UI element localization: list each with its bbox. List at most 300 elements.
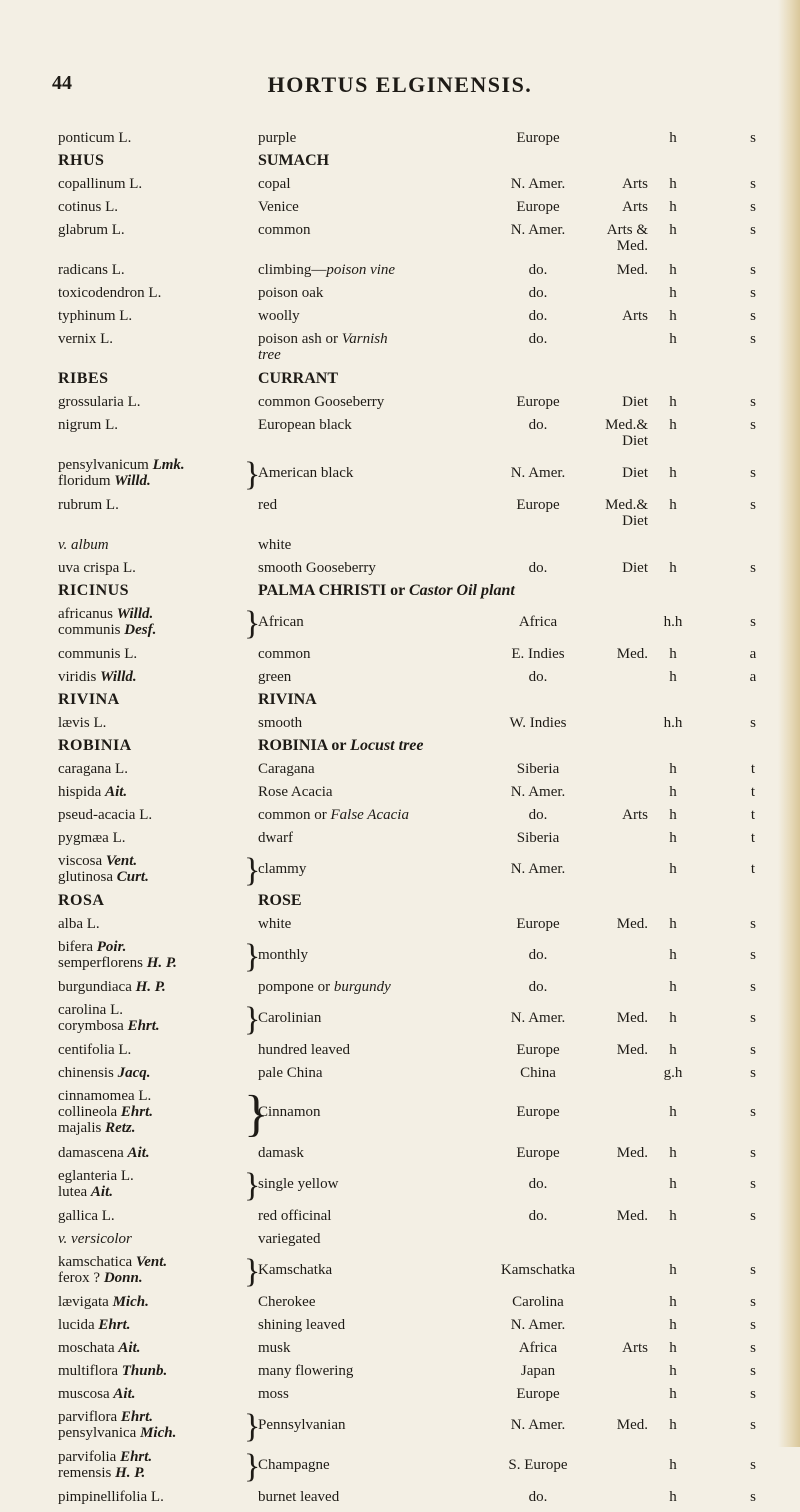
genus-latin: RIVINA [58, 691, 120, 708]
species-row [58, 308, 798, 331]
plant-use: Med. [616, 646, 648, 662]
latin-name: alba L. [58, 916, 100, 932]
latin-name: gallica L. [58, 1208, 115, 1224]
genus-english: ROBINIA or Locust tree [258, 737, 424, 754]
latin-name: viridis Willd. [58, 669, 137, 685]
native-country: Europe [516, 130, 560, 146]
habit: h [669, 1262, 677, 1278]
habit: h [669, 861, 677, 877]
latin-name: chinensis Jacq. [58, 1065, 151, 1081]
habit: h [669, 331, 677, 347]
latin-name: damascena Ait. [58, 1145, 150, 1161]
latin-name: cotinus L. [58, 199, 119, 215]
habit: h [669, 560, 677, 576]
habit: h [669, 1145, 677, 1161]
habit: h [669, 1363, 677, 1379]
plant-use: Med. [616, 1417, 648, 1433]
habit: h [669, 784, 677, 800]
latin-name: hispida Ait. [58, 784, 128, 800]
common-name: Venice [258, 199, 299, 215]
habit: h [669, 308, 677, 324]
latin-name: eglanteria L. lutea Ait. [58, 1168, 134, 1200]
brace-icon: } [244, 852, 261, 889]
brace-icon: } [244, 456, 261, 493]
common-name: burnet leaved [258, 1489, 340, 1505]
habit: h [669, 1340, 677, 1356]
habit: h [669, 394, 677, 410]
native-country: do. [528, 308, 548, 324]
genus-latin: RIBES [58, 370, 109, 387]
species-row [58, 1363, 798, 1386]
soil: s [750, 1340, 756, 1356]
native-country: China [520, 1065, 556, 1081]
habit: h.h [663, 715, 683, 731]
habit: h [669, 1417, 677, 1433]
common-name: moss [258, 1386, 289, 1402]
running-title: HORTUS ELGINENSIS. [267, 72, 533, 97]
latin-name: parviflora Ehrt. pensylvanica Mich. [58, 1409, 177, 1441]
native-country: N. Amer. [510, 1417, 566, 1433]
native-country: Carolina [512, 1294, 564, 1310]
genus-row [58, 371, 798, 394]
species-row [58, 285, 798, 308]
native-country: Europe [516, 1104, 560, 1120]
plant-use: Med.& Diet [605, 417, 648, 449]
common-name: clammy [258, 861, 307, 877]
latin-name: copallinum L. [58, 176, 143, 192]
species-row [58, 222, 798, 262]
soil: s [750, 1386, 756, 1402]
latin-name: pimpinellifolia L. [58, 1489, 164, 1505]
habit: h [669, 669, 677, 685]
habit: h [669, 285, 677, 301]
soil: s [750, 1294, 756, 1310]
latin-name: multiflora Thunb. [58, 1363, 168, 1379]
soil: s [750, 285, 756, 301]
soil: s [750, 1042, 756, 1058]
native-country: do. [528, 1176, 548, 1192]
plant-use: Arts [622, 176, 648, 192]
common-name: Rose Acacia [258, 784, 333, 800]
plant-use: Arts [622, 807, 648, 823]
native-country: Europe [516, 199, 560, 215]
native-country: do. [528, 285, 548, 301]
species-row [58, 1065, 798, 1088]
common-name: white [258, 537, 292, 553]
common-name: green [258, 669, 292, 685]
plant-use: Arts [622, 199, 648, 215]
common-name: Pennsylvanian [258, 1417, 346, 1433]
common-name: dwarf [258, 830, 293, 846]
habit: h [669, 1104, 677, 1120]
common-name: single yellow [258, 1176, 339, 1192]
common-name: European black [258, 417, 352, 433]
habit: h [669, 1294, 677, 1310]
species-row [58, 262, 798, 285]
soil: s [750, 130, 756, 146]
habit: h [669, 646, 677, 662]
common-name: poison ash or Varnish tree [258, 331, 388, 363]
native-country: do. [528, 947, 548, 963]
soil: a [749, 646, 757, 662]
species-row [58, 1208, 798, 1231]
habit: h [669, 807, 677, 823]
common-name: common Gooseberry [258, 394, 385, 410]
habit: h [669, 222, 677, 238]
soil: s [750, 1262, 756, 1278]
latin-name: v. versicolor [58, 1231, 132, 1247]
habit: h [669, 761, 677, 777]
native-country: do. [528, 331, 548, 347]
native-country: do. [528, 560, 548, 576]
genus-latin: RICINUS [58, 582, 130, 599]
native-country: do. [528, 1208, 548, 1224]
common-name: poison oak [258, 285, 324, 301]
species-row [58, 1449, 798, 1489]
latin-name: toxicodendron L. [58, 285, 162, 301]
latin-name: grossularia L. [58, 394, 141, 410]
common-name: red [258, 497, 278, 513]
genus-latin: RHUS [58, 152, 105, 169]
common-name: climbing—poison vine [258, 262, 396, 278]
soil: s [750, 417, 756, 433]
soil: s [750, 1010, 756, 1026]
habit: h [669, 947, 677, 963]
species-row [58, 457, 798, 497]
soil: s [750, 465, 756, 481]
genus-latin: ROSA [58, 892, 105, 909]
habit: h [669, 1457, 677, 1473]
species-row [58, 130, 798, 153]
species-row [58, 715, 798, 738]
species-row [58, 916, 798, 939]
brace-icon: } [244, 1001, 261, 1038]
common-name: Caragana [258, 761, 315, 777]
species-row [58, 497, 798, 537]
common-name: Champagne [258, 1457, 330, 1473]
native-country: N. Amer. [510, 176, 566, 192]
habit: h [669, 262, 677, 278]
soil: t [750, 861, 756, 877]
plant-use: Med. [616, 1010, 648, 1026]
common-name: common [258, 222, 311, 238]
plant-use: Arts [622, 308, 648, 324]
habit: h [669, 130, 677, 146]
brace-icon: } [244, 1167, 261, 1204]
plant-use: Med. [616, 1145, 648, 1161]
soil: s [750, 1489, 756, 1505]
common-name: damask [258, 1145, 304, 1161]
species-row [58, 1386, 798, 1409]
species-row [58, 331, 798, 371]
native-country: do. [528, 669, 548, 685]
genus-english: RIVINA [258, 691, 317, 708]
common-name: white [258, 916, 292, 932]
latin-name: radicans L. [58, 262, 125, 278]
native-country: Europe [516, 497, 560, 513]
common-name: Cinnamon [258, 1104, 321, 1120]
latin-name: muscosa Ait. [58, 1386, 136, 1402]
species-row [58, 669, 798, 692]
plant-use: Diet [622, 465, 648, 481]
latin-name: carolina L. corymbosa Ehrt. [58, 1002, 160, 1034]
native-country: N. Amer. [510, 861, 566, 877]
species-row [58, 199, 798, 222]
species-row [58, 1002, 798, 1042]
habit: h [669, 1386, 677, 1402]
native-country: N. Amer. [510, 1317, 566, 1333]
genus-row [58, 153, 798, 176]
latin-name: typhinum L. [58, 308, 133, 324]
species-row [58, 537, 798, 560]
species-row [58, 394, 798, 417]
common-name: variegated [258, 1231, 321, 1247]
species-row [58, 807, 798, 830]
soil: s [750, 560, 756, 576]
species-row [58, 830, 798, 853]
native-country: Europe [516, 394, 560, 410]
page-number: 44 [52, 72, 72, 94]
species-row [58, 1409, 798, 1449]
plant-use: Diet [622, 560, 648, 576]
native-country: Europe [516, 1042, 560, 1058]
species-row [58, 1088, 798, 1145]
brace-icon: } [244, 1253, 261, 1290]
soil: s [750, 331, 756, 347]
species-row [58, 1489, 798, 1512]
latin-name: v. album [58, 537, 109, 553]
habit: h [669, 830, 677, 846]
species-row [58, 1254, 798, 1294]
soil: s [750, 1176, 756, 1192]
brace-icon: } [244, 1086, 269, 1142]
native-country: Kamschatka [500, 1262, 576, 1278]
common-name: monthly [258, 947, 309, 963]
common-name: woolly [258, 308, 300, 324]
latin-name: burgundiaca H. P. [58, 979, 166, 995]
latin-name: africanus Willd. communis Desf. [58, 606, 157, 638]
species-row [58, 1145, 798, 1168]
latin-name: pensylvanicum Lmk. floridum Willd. [58, 457, 185, 489]
soil: s [750, 394, 756, 410]
common-name: African [258, 614, 304, 630]
native-country: N. Amer. [510, 784, 566, 800]
plant-use: Med.& Diet [605, 497, 648, 529]
habit: h [669, 1010, 677, 1026]
native-country: Africa [518, 614, 558, 630]
soil: t [750, 784, 756, 800]
plant-use: Arts [622, 1340, 648, 1356]
species-row [58, 979, 798, 1002]
native-country: Europe [516, 916, 560, 932]
common-name: copal [258, 176, 291, 192]
latin-name: kamschatica Vent. ferox ? Donn. [58, 1254, 168, 1286]
latin-name: parvifolia Ehrt. remensis H. P. [58, 1449, 153, 1481]
soil: s [750, 199, 756, 215]
native-country: do. [528, 262, 548, 278]
soil: s [750, 497, 756, 513]
genus-english: ROSE [258, 892, 302, 909]
native-country: Europe [516, 1386, 560, 1402]
habit: h [669, 916, 677, 932]
latin-name: ponticum L. [58, 130, 132, 146]
brace-icon: } [244, 1408, 261, 1445]
latin-name: lævigata Mich. [58, 1294, 149, 1310]
habit: h [669, 176, 677, 192]
habit: h [669, 465, 677, 481]
native-country: do. [528, 979, 548, 995]
genus-english: PALMA CHRISTI or Castor Oil plant [258, 582, 515, 599]
soil: s [750, 947, 756, 963]
latin-name: lævis L. [58, 715, 107, 731]
species-row [58, 1340, 798, 1363]
native-country: Africa [518, 1340, 558, 1356]
latin-name: glabrum L. [58, 222, 125, 238]
species-row [58, 939, 798, 979]
soil: t [750, 807, 756, 823]
common-name: smooth Gooseberry [258, 560, 376, 576]
species-row [58, 853, 798, 893]
latin-name: nigrum L. [58, 417, 119, 433]
soil: s [750, 1208, 756, 1224]
habit: h [669, 979, 677, 995]
plant-use: Diet [622, 394, 648, 410]
native-country: Japan [520, 1363, 556, 1379]
species-row [58, 784, 798, 807]
latin-name: moschata Ait. [58, 1340, 141, 1356]
page-header [0, 72, 800, 112]
native-country: Europe [516, 1145, 560, 1161]
habit: h [669, 497, 677, 513]
common-name: many flowering [258, 1363, 354, 1379]
common-name: smooth [258, 715, 303, 731]
genus-row [58, 738, 798, 761]
soil: s [750, 308, 756, 324]
latin-name: pygmæa L. [58, 830, 126, 846]
plant-use: Med. [616, 262, 648, 278]
latin-name: cinnamomea L. collineola Ehrt. majalis Retz. [58, 1088, 154, 1136]
latin-name: centifolia L. [58, 1042, 132, 1058]
latin-name: lucida Ehrt. [58, 1317, 131, 1333]
habit: h [669, 1489, 677, 1505]
habit: g.h [663, 1065, 683, 1081]
latin-name: viscosa Vent. glutinosa Curt. [58, 853, 149, 885]
brace-icon: } [244, 1448, 261, 1485]
latin-name: bifera Poir. semperflorens H. P. [58, 939, 177, 971]
species-row [58, 417, 798, 457]
soil: s [750, 1457, 756, 1473]
habit: h [669, 1176, 677, 1192]
genus-english: SUMACH [258, 152, 330, 169]
soil: s [750, 979, 756, 995]
native-country: N. Amer. [510, 465, 566, 481]
plant-use: Med. [616, 1208, 648, 1224]
common-name: Carolinian [258, 1010, 322, 1026]
latin-name: pseud-acacia L. [58, 807, 153, 823]
brace-icon: } [244, 605, 261, 642]
species-row [58, 606, 798, 646]
latin-name: caragana L. [58, 761, 128, 777]
common-name: Kamschatka [258, 1262, 333, 1278]
common-name: purple [258, 130, 297, 146]
native-country: Siberia [516, 830, 560, 846]
native-country: do. [528, 417, 548, 433]
native-country: N. Amer. [510, 1010, 566, 1026]
soil: s [750, 715, 756, 731]
native-country: W. Indies [509, 715, 567, 731]
soil: s [750, 1363, 756, 1379]
genus-english: CURRANT [258, 370, 338, 387]
habit: h.h [663, 614, 683, 630]
brace-icon: } [244, 938, 261, 975]
common-name: common [258, 646, 311, 662]
species-row [58, 1231, 798, 1254]
common-name: American black [258, 465, 354, 481]
species-row [58, 560, 798, 583]
common-name: Cherokee [258, 1294, 316, 1310]
plant-use: Med. [616, 916, 648, 932]
soil: s [750, 614, 756, 630]
native-country: Siberia [516, 761, 560, 777]
common-name: shining leaved [258, 1317, 346, 1333]
common-name: hundred leaved [258, 1042, 351, 1058]
habit: h [669, 1317, 677, 1333]
native-country: E. Indies [511, 646, 565, 662]
latin-name: vernix L. [58, 331, 113, 347]
latin-name: uva crispa L. [58, 560, 136, 576]
soil: t [750, 830, 756, 846]
soil: s [750, 916, 756, 932]
genus-row [58, 893, 798, 916]
common-name: musk [258, 1340, 291, 1356]
latin-name: communis L. [58, 646, 138, 662]
soil: s [750, 1065, 756, 1081]
common-name: red officinal [258, 1208, 332, 1224]
soil: a [749, 669, 757, 685]
species-row [58, 1294, 798, 1317]
species-row [58, 646, 798, 669]
genus-row [58, 583, 798, 606]
habit: h [669, 1042, 677, 1058]
species-row [58, 1042, 798, 1065]
soil: s [750, 262, 756, 278]
species-row [58, 176, 798, 199]
soil: s [750, 1417, 756, 1433]
habit: h [669, 417, 677, 433]
species-row [58, 1168, 798, 1208]
habit: h [669, 199, 677, 215]
genus-row [58, 692, 798, 715]
plant-use: Med. [616, 1042, 648, 1058]
genus-latin: ROBINIA [58, 737, 132, 754]
native-country: do. [528, 807, 548, 823]
soil: s [750, 176, 756, 192]
habit: h [669, 1208, 677, 1224]
soil: s [750, 1317, 756, 1333]
plant-use: Arts & Med. [606, 222, 648, 254]
soil: t [750, 761, 756, 777]
native-country: N. Amer. [510, 222, 566, 238]
species-row [58, 1317, 798, 1340]
plant-catalogue-table [58, 130, 798, 1512]
latin-name: rubrum L. [58, 497, 119, 513]
common-name: pompone or burgundy [258, 979, 391, 995]
native-country: do. [528, 1489, 548, 1505]
soil: s [750, 1104, 756, 1120]
soil: s [750, 222, 756, 238]
common-name: pale China [258, 1065, 323, 1081]
soil: s [750, 1145, 756, 1161]
